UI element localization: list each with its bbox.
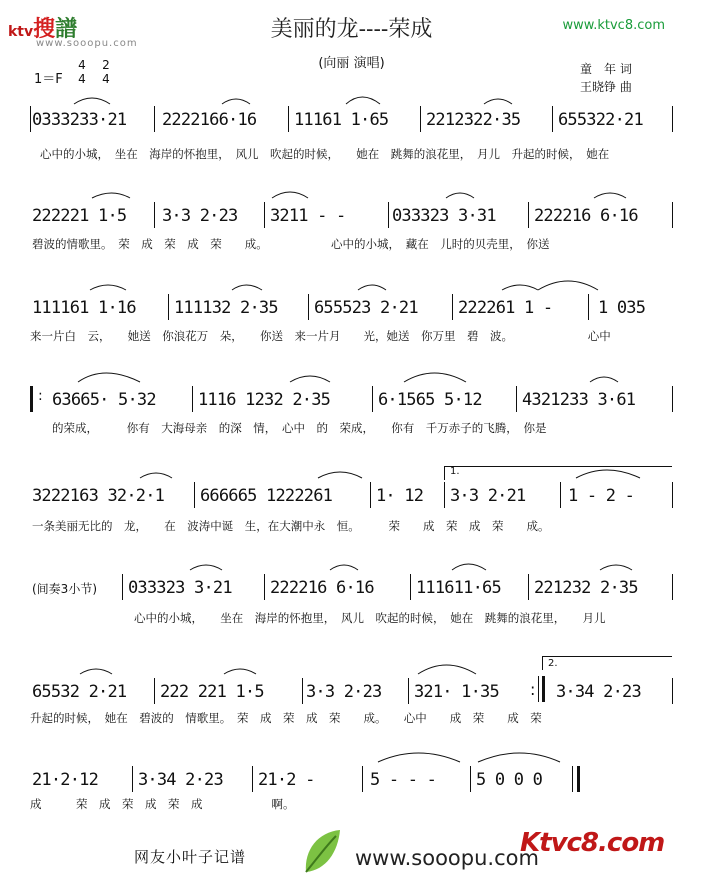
time-sig-2-top: 2	[102, 58, 110, 72]
key-signature: 1＝F	[34, 72, 63, 87]
measure: 222 221 1·5	[160, 682, 264, 702]
measure: 111611·65	[416, 578, 501, 598]
measure: 3211 - -	[270, 206, 346, 226]
measure: 321· 1·35	[414, 682, 499, 702]
slur	[378, 753, 460, 762]
measure: 5 - - -	[370, 770, 437, 790]
composer: 王晓铮 曲	[580, 80, 632, 94]
volta-number-1: 1.	[450, 466, 460, 477]
time-sig-1-top: 4	[78, 58, 86, 72]
slur	[92, 193, 130, 198]
measure: 1 035	[598, 298, 646, 318]
measure: 2222166·16	[162, 110, 257, 130]
lyric-line: 的荣成， 你有 大海母亲 的深 情， 心中 的 荣成， 你有 千万赤子的飞腾， 你是	[52, 421, 547, 435]
measure: 3·3 2·23	[162, 206, 238, 226]
lyric-line: 成 荣 成 荣 成 荣 成 啊。	[30, 797, 295, 811]
measure: 1· 12	[376, 486, 424, 506]
transcriber-credit: 网友小叶子记谱	[134, 848, 247, 866]
footer-brand[interactable]: Ktvc8.com	[520, 828, 665, 858]
slur	[600, 565, 632, 570]
measure: 63665· 5·32	[52, 390, 156, 410]
slur	[452, 564, 486, 570]
measure: 21·2·12	[32, 770, 99, 790]
measure: 65532 2·21	[32, 682, 127, 702]
measure: 0333233·21	[32, 110, 127, 130]
measure: 5 0 0 0	[476, 770, 543, 790]
measure: 1 - 2 -	[568, 486, 635, 506]
interlude-note: (间奏3小节)	[32, 582, 97, 596]
measure: 11161 1·65	[294, 110, 389, 130]
slur	[576, 470, 640, 478]
measure: 2212322·35	[426, 110, 521, 130]
measure: 3·34 2·23	[138, 770, 223, 790]
lyric-line: 心中的小城， 坐在 海岸的怀抱里， 风儿 吹起的时候， 她在 跳舞的浪花里， 月儿 升起的时候， 她在	[40, 147, 610, 161]
measure: 033323 3·31	[392, 206, 496, 226]
measure: 1116 1232 2·35	[198, 390, 331, 410]
slur	[502, 285, 538, 290]
lyric-line: 升起的时候， 她在 碧波的 情歌里。 荣 成 荣 成 荣 成。 心中 成 荣 成 荣	[30, 711, 542, 725]
lyric-line: 一条美丽无比的 龙， 在 波涛中诞 生，在大潮中永 恒。 荣 成 荣 成 荣 成。	[32, 519, 550, 533]
slur	[346, 97, 380, 104]
slur	[446, 193, 474, 198]
logo-pu: 譜	[55, 17, 78, 42]
slur	[224, 669, 256, 674]
logo-url[interactable]: www.sooopu.com	[36, 38, 138, 49]
slur	[318, 472, 362, 478]
volta-number-2: 2.	[548, 658, 558, 669]
slur	[484, 99, 512, 104]
slur	[290, 376, 330, 382]
time-sig-2-bottom: 4	[102, 72, 110, 86]
measure: 3·34 2·23	[556, 682, 641, 702]
slur	[90, 285, 126, 290]
lyric-line: 心中的小城， 坐在 海岸的怀抱里， 风儿 吹起的时候， 她在 跳舞的浪花里， 月儿	[134, 611, 606, 625]
slur	[594, 193, 626, 198]
measure: 222216 6·16	[270, 578, 374, 598]
slur	[590, 377, 618, 382]
measure: 4321233 3·61	[522, 390, 636, 410]
lyric-line: 来一片白 云， 她送 你浪花万 朵， 你送 来一片月 光，她送 你万里 碧 波。 心中	[30, 329, 611, 343]
slur	[140, 473, 172, 478]
measure: 3·3 2·21	[450, 486, 526, 506]
footer-url[interactable]: www.sooopu.com	[355, 846, 539, 870]
repeat-end-dots: :	[530, 680, 536, 699]
slur	[74, 98, 110, 104]
measure: 111132 2·35	[174, 298, 278, 318]
slur	[190, 565, 222, 570]
measure: 655322·21	[558, 110, 643, 130]
measure: 221232 2·35	[534, 578, 638, 598]
measure: 21·2 -	[258, 770, 315, 790]
slur	[418, 665, 476, 674]
measure: 222261 1 -	[458, 298, 553, 318]
song-title: 美丽的龙----荣成	[270, 17, 433, 42]
slur	[358, 285, 386, 290]
measure: 655523 2·21	[314, 298, 418, 318]
slur	[78, 373, 140, 382]
time-sig-1-bottom: 4	[78, 72, 86, 86]
slur	[404, 373, 466, 382]
slur	[538, 281, 598, 290]
measure: 033323 3·21	[128, 578, 232, 598]
measure: 3222163 32·2·1	[32, 486, 165, 506]
measure: 6·1565 5·12	[378, 390, 482, 410]
lyricist: 童 年 词	[580, 62, 632, 76]
logo-so: 搜	[33, 17, 56, 42]
lyric-line: 碧波的情歌里。 荣 成 荣 成 荣 成。 心中的小城， 藏在 儿时的贝壳里， 你送	[32, 237, 550, 251]
measure: 111161 1·16	[32, 298, 136, 318]
measure: 666665 1222261	[200, 486, 333, 506]
website-link[interactable]: www.ktvc8.com	[562, 18, 665, 33]
singer-credit: (向丽 演唱)	[318, 56, 385, 71]
repeat-dots: :	[38, 388, 43, 404]
leaf-logo-icon	[300, 826, 344, 878]
slur	[232, 285, 262, 290]
measure: 3·3 2·23	[306, 682, 382, 702]
slur	[478, 753, 560, 762]
slur	[80, 669, 112, 674]
slur	[222, 99, 250, 104]
logo-prefix: ktv	[8, 24, 34, 40]
measure: 222221 1·5	[32, 206, 127, 226]
slur	[272, 192, 308, 198]
slur	[330, 565, 358, 570]
measure: 222216 6·16	[534, 206, 638, 226]
